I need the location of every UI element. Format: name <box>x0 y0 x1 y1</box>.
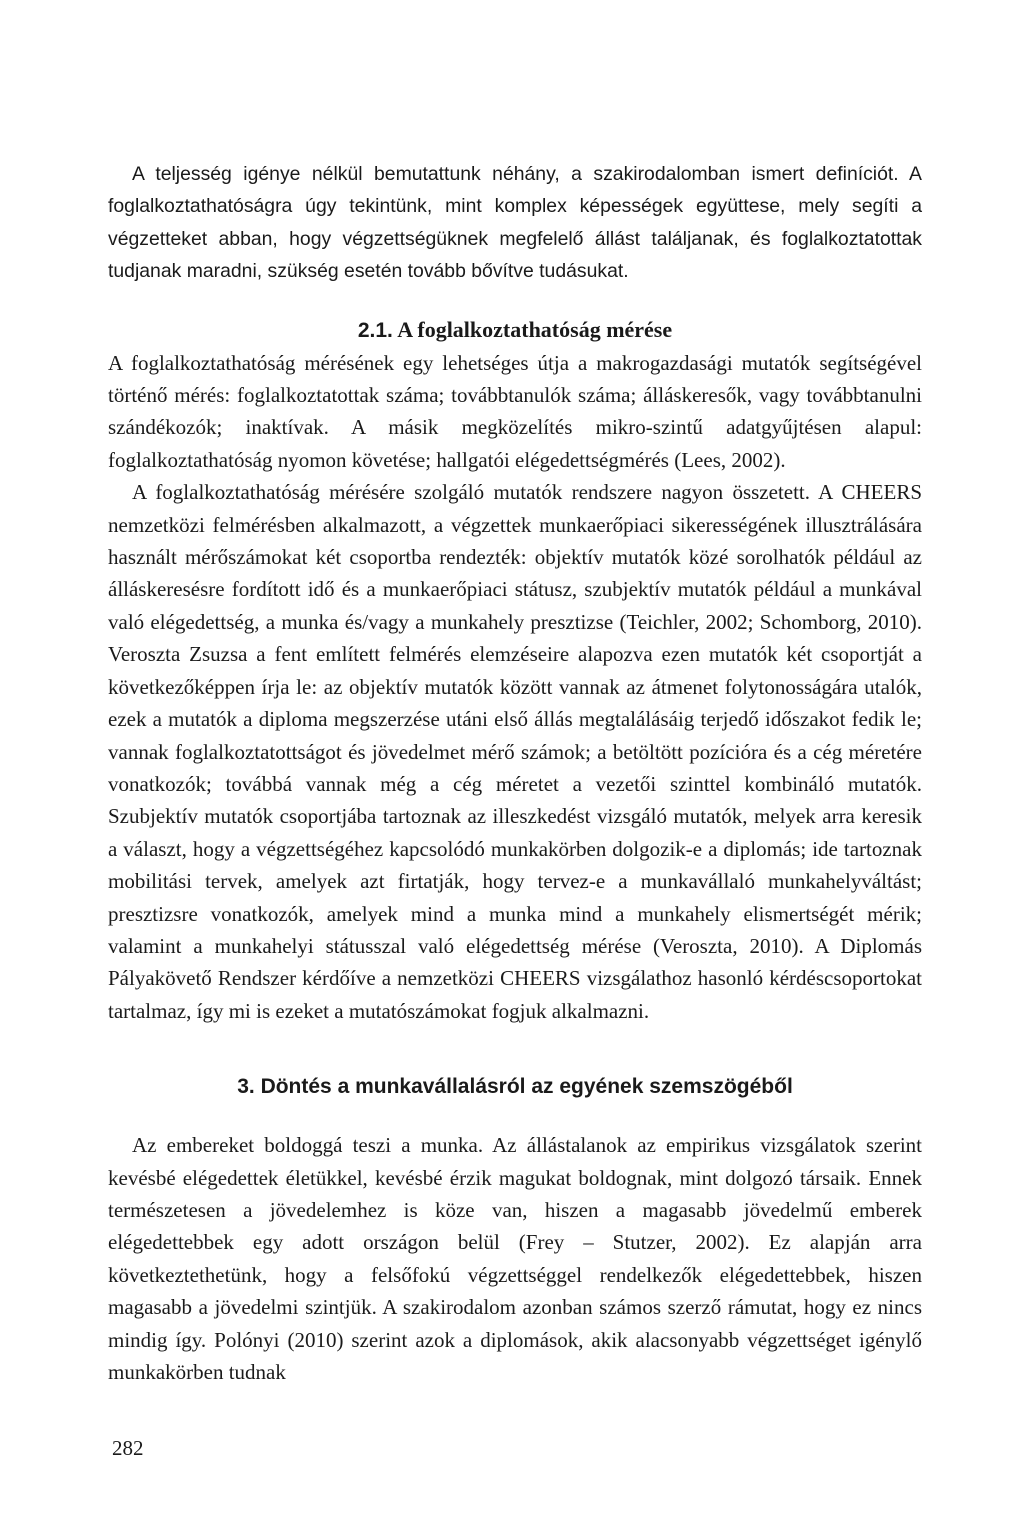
section-2-1-heading <box>108 288 922 347</box>
page-body <box>108 158 922 1388</box>
section-2-1-number: 2.1. <box>357 318 393 342</box>
section-2-1-paragraph-1: A foglalkoztathatóság mérésének egy lehetséges útja a makrogazdasági mutatók segítségével történő mérés: foglalkoztatottak száma; továbbtanulók száma; álláskeresők, vagy továbbtanulni szándékozók; inaktívak. A másik megközelítés mikro-szintű adatgyűjtésen alapul: foglalkoztathatóság nyomon követése; hallgatói elégedettségmérés (Lees, 2002). <box>108 350 922 472</box>
intro-paragraph: A teljesség igénye nélkül bemutattunk néhány, a szakirodalomban ismert definíciót. A foglalkoztathatóságra úgy tekintünk, mint komplex képességek együttese, mely segíti a végzetteket abban, hogy végzettségüknek megfelelő állást találjanak, és foglalkoztatottak tudjanak maradni, szükség esetén tovább bővítve tudásukat. <box>108 163 922 283</box>
section-2-1-title: A foglalkoztathatóság mérése <box>397 316 673 342</box>
section-3-paragraph: Az embereket boldoggá teszi a munka. Az állástalanok az empirikus vizsgálatok szerint kevésbé elégedettek életükkel, kevésbé érzik magukat boldognak, mint dolgozó társaik. Ennek természetesen a jövedelemhez is köze van, hiszen a magasabb jövedelmű emberek elégedettebbek egy adott országon belül (Frey – Stutzer, 2002). Ez alapján arra következtethetünk, hogy a felsőfokú végzettséggel rendelkezők elégedettebbek, hiszen magasabb a jövedelmi szintjük. A szakirodalom azonban számos szerző rámutat, hogy ez nincs mindig így. Polónyi (2010) szerint azok a diplomások, akik alacsonyabb végzettséget igénylő munkakörben tudnak <box>108 1133 922 1384</box>
section-3-heading: 3. Döntés a munkavállalásról az egyének szemszögéből <box>237 1075 793 1099</box>
page-number: 282 <box>112 1436 144 1460</box>
section-2-1-paragraph-2: A foglalkoztathatóság mérésére szolgáló mutatók rendszere nagyon összetett. A CHEERS nemzetközi felmérésben alkalmazott, a végzettek munkaerőpiaci sikerességének illusztrálására használt mérőszámokat két csoportba rendezték: objektív mutatók közé sorolhatók például az álláskeresésre fordított idő és a munkaerőpiaci státusz, szubjektív mutatók például a munkával való elégedettség, a munka és/vagy a munkahely presztizse (Teichler, 2002; Schomborg, 2010). Veroszta Zsuzsa a fent említett felmérés elemzéseire alapozva ezen mutatók két csoportját a következőképpen írja le: az objektív mutatók között vannak az átmenet folytonosságára utalók, ezek a mutatók a diploma megszerzése utáni első állás megtalálásáig terjedő időszakot fedik le; vannak foglalkoztatottságot és jövedelmet mérő számok; a betöltött pozícióra és a cég méretére vonatkozók; továbbá vannak még a cég méretet a vezetői szinttel kombináló mutatók. Szubjektív mutatók csoportjába tartoznak az illeszkedést vizsgáló mutatók, melyek arra keresik a választ, hogy a végzettségéhez kapcsolódó munkakörben dolgozik-e a diplomás; ide tartoznak mobilitási tervek, amelyek azt firtatják, hogy tervez-e a munkavállaló munkahelyváltást; presztizsre vonatkozók, amelyek mind a munka mind a munkahely elismertségét mérik; valamint a munkahelyi státusszal való elégedettség mérése (Veroszta, 2010). A Diplomás Pályakövető Rendszer kérdőíve a nemzetközi CHEERS vizsgálathoz hasonló kérdéscsoportokat tartalmaz, így mi is ezeket a mutatószámokat fogjuk alkalmazni. <box>108 480 922 1023</box>
